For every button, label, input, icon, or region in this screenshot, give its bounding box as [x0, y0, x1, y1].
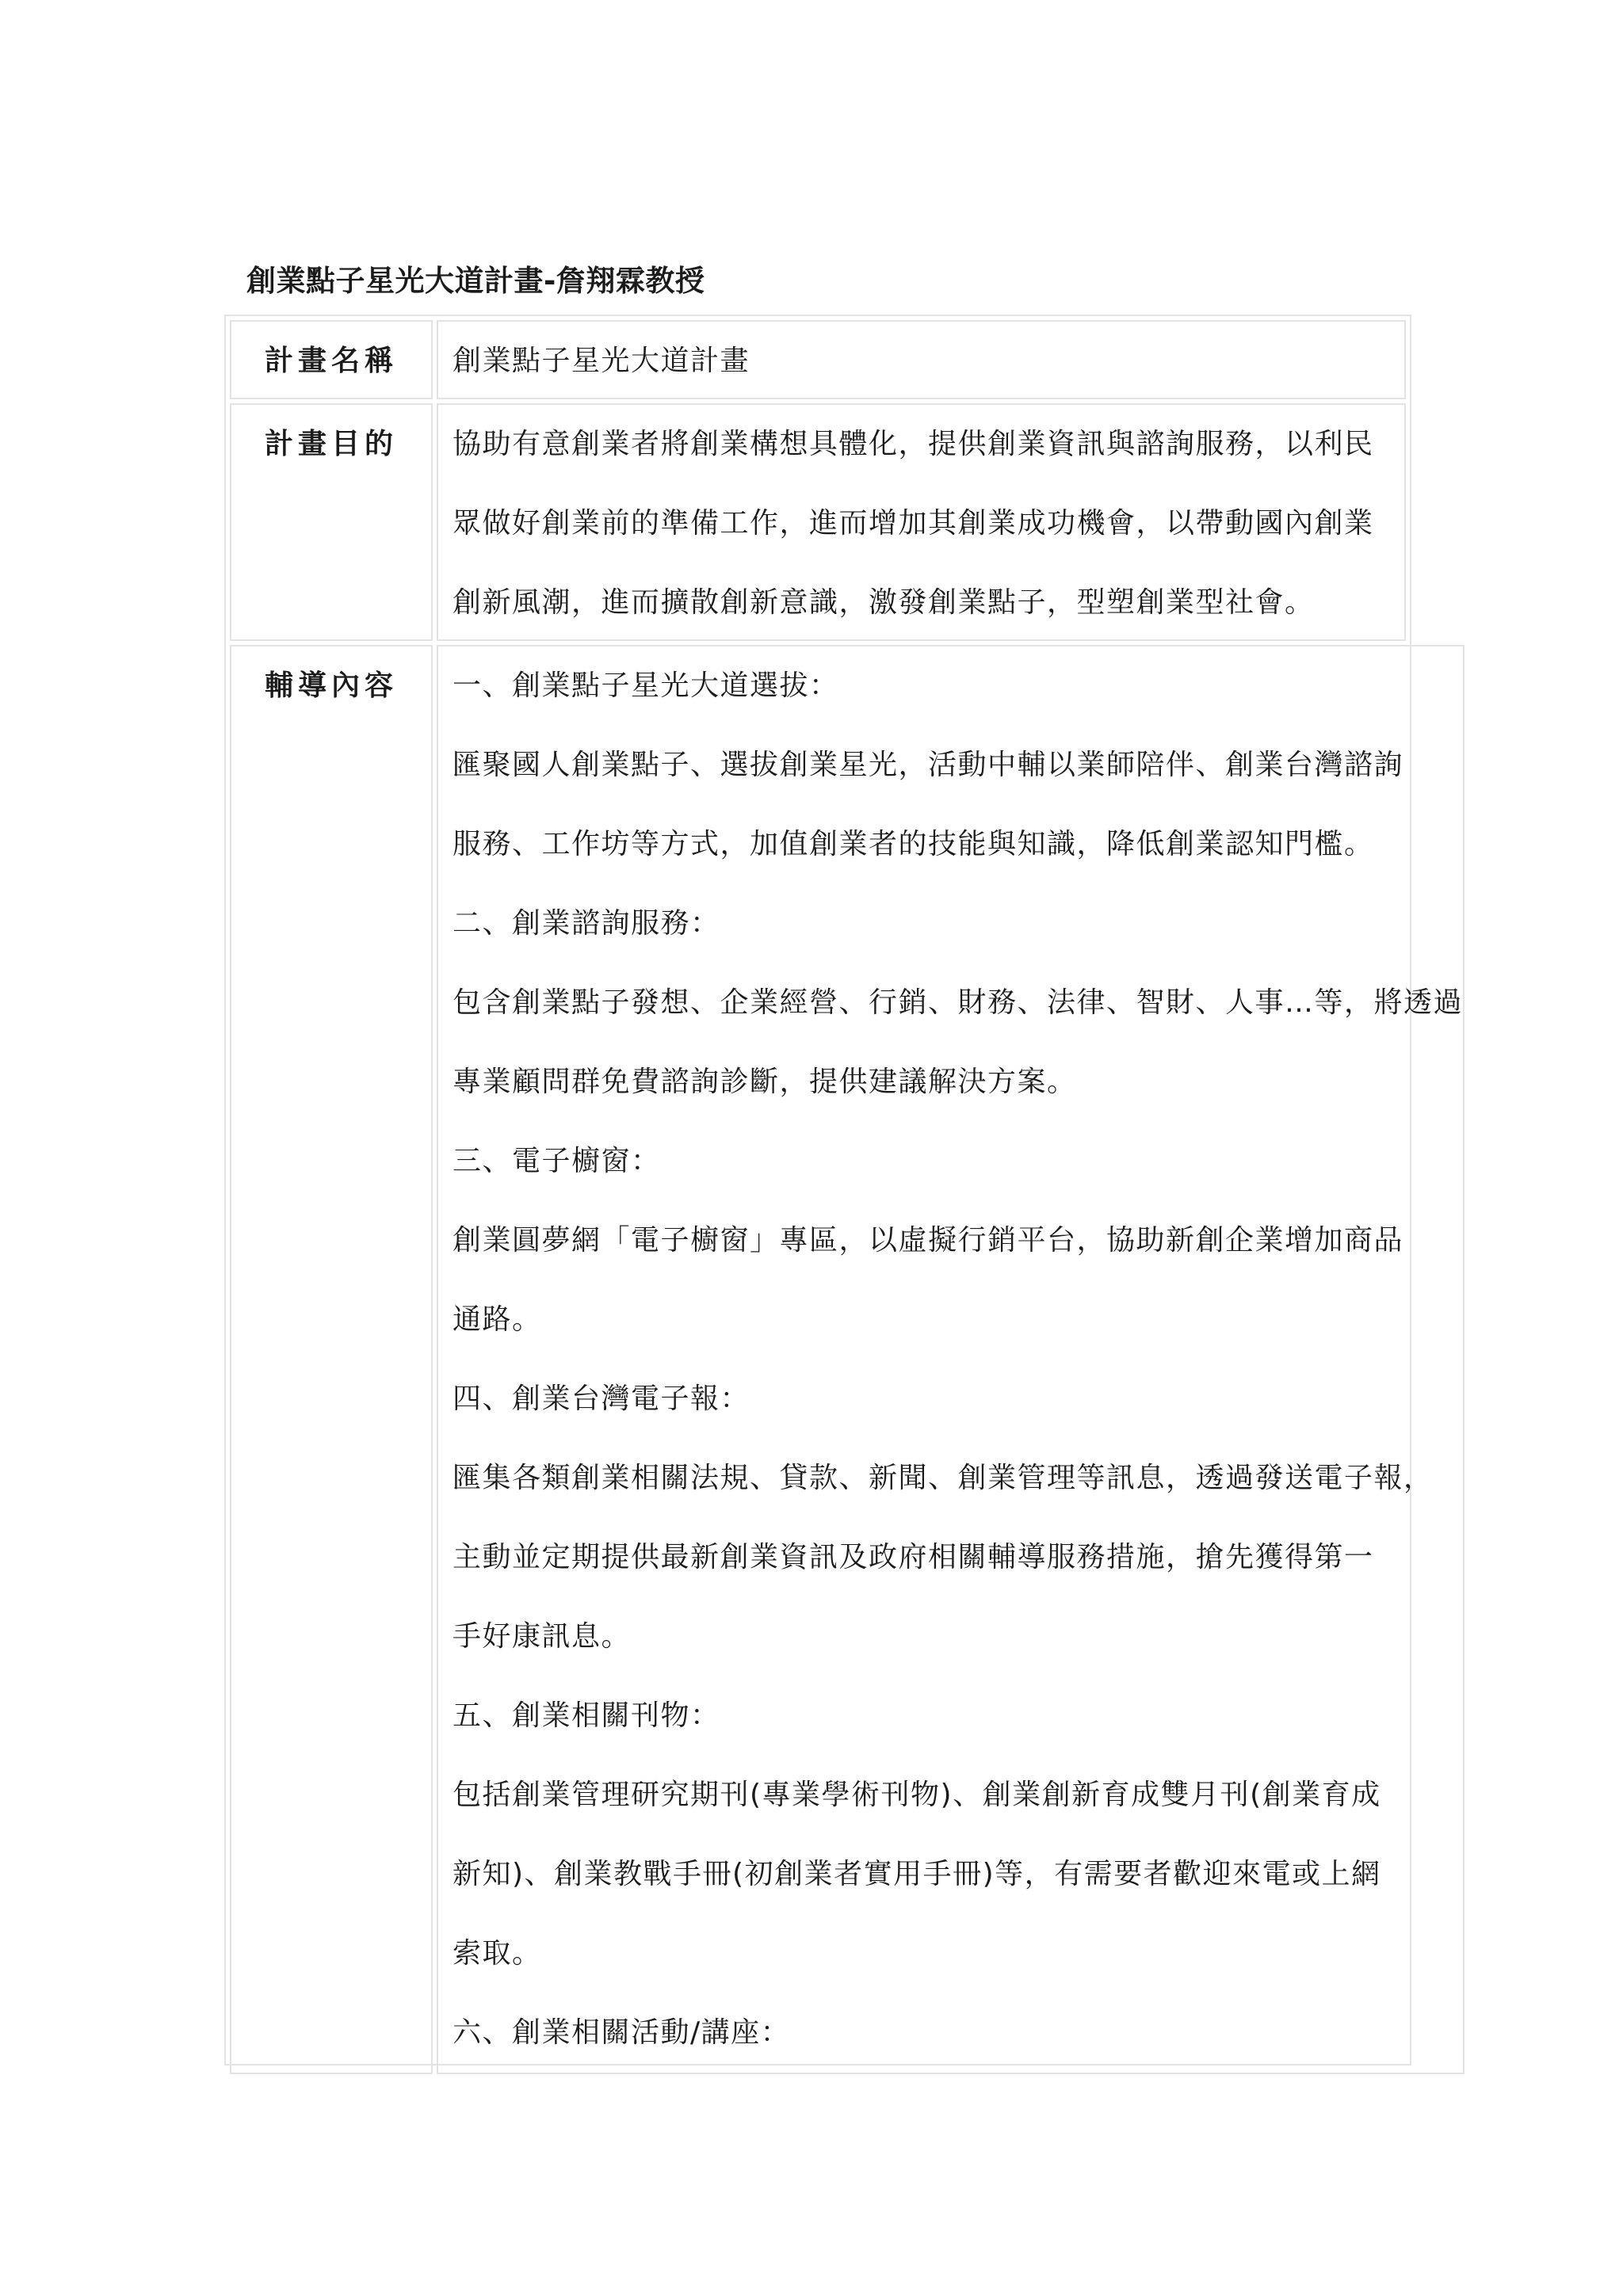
text-line: 五、創業相關刊物： [453, 1699, 720, 1732]
text-line: 手好康訊息。 [453, 1620, 632, 1653]
text-line: 三、電子櫥窗： [453, 1145, 661, 1177]
row-label-plan-purpose: 計畫目的 [230, 403, 433, 641]
text-line: 匯集各類創業相關法規、貸款、新聞、創業管理等訊息，透過發送電子報， [453, 1462, 1434, 1494]
plan-table [224, 315, 1464, 2065]
text-line: 六、創業相關活動/講座： [453, 2016, 791, 2049]
text-line: 創業圓夢網「電子櫥窗」專區，以虛擬行銷平台，協助新創企業增加商品 [453, 1224, 1404, 1257]
text-line: 主動並定期提供最新創業資訊及政府相關輔導服務措施，搶先獲得第一 [453, 1541, 1374, 1573]
text-line: 包括創業管理研究期刊(專業學術刊物)、創業創新育成雙月刊(創業育成 [453, 1779, 1381, 1811]
row-label-plan-name: 計畫名稱 [230, 320, 433, 399]
text-line: 創新風潮，進而擴散創新意識，激發創業點子，型塑創業型社會。 [453, 586, 1315, 619]
text-line: 一、創業點子星光大道選拔： [453, 669, 839, 702]
text-line: 新知)、創業教戰手冊(初創業者實用手冊)等，有需要者歡迎來電或上網 [453, 1858, 1381, 1890]
table-row [230, 403, 1406, 641]
document-title: 創業點子星光大道計畫-詹翔霖教授 [246, 264, 705, 298]
text-line: 四、創業台灣電子報： [453, 1383, 750, 1415]
table-row [230, 320, 1406, 399]
text-line: 索取。 [453, 1937, 542, 1970]
table-row [230, 645, 1464, 2074]
text-line: 包含創業點子發想、企業經營、行銷、財務、法律、智財、人事…等，將透過 [453, 986, 1464, 1019]
row-value-plan-name [437, 320, 1406, 399]
text-line: 服務、工作坊等方式，加值創業者的技能與知識，降低創業認知門檻。 [453, 828, 1374, 860]
text-line: 專業顧問群免費諮詢診斷，提供建議解決方案。 [453, 1066, 1077, 1098]
row-value-plan-purpose [437, 403, 1406, 641]
row-value-guidance-content [437, 645, 1465, 2074]
text-line: 匯聚國人創業點子、選拔創業星光，活動中輔以業師陪伴、創業台灣諮詢 [453, 749, 1404, 781]
text-line: 眾做好創業前的準備工作，進而增加其創業成功機會，以帶動國內創業 [453, 507, 1374, 540]
text-line: 創業點子星光大道計畫 [453, 345, 750, 377]
row-label-guidance-content: 輔導內容 [230, 645, 433, 2074]
text-line: 二、創業諮詢服務： [453, 907, 720, 940]
text-line: 協助有意創業者將創業構想具體化，提供創業資訊與諮詢服務，以利民 [453, 428, 1374, 460]
text-line: 通路。 [453, 1303, 542, 1336]
